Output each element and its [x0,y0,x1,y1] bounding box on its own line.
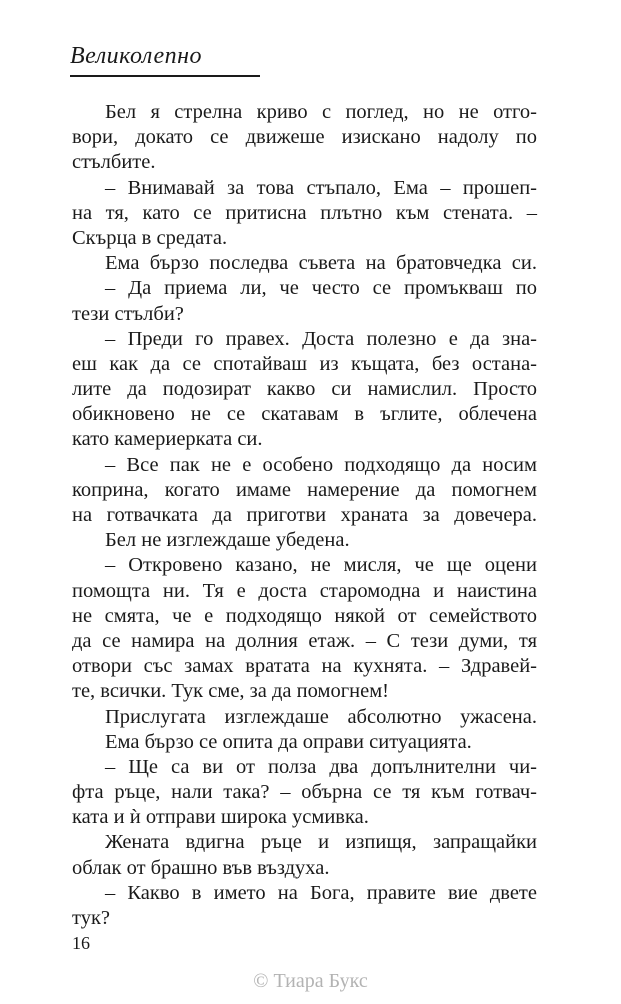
text-line: обикновено не се скатавам в ъглите, облечена [72,403,537,426]
text-line: – Все пак не е особено подходящо да носим [105,453,537,476]
text-line: фта ръце, нали така? – обърна се тя към готвач- [72,781,537,804]
text-line: като камериерката си. [72,428,263,451]
text-line: Прислугата изглеждаше абсолютно ужасена. [105,705,537,728]
text-line: – Ще са ви от полза два допълнителни чи- [105,755,537,778]
text-line: еш как да се спотайваш из къщата, без остана- [72,352,537,375]
text-line: на тя, като се притисна плътно към стената. – [72,201,537,224]
text-line: ката и ѝ отправи широка усмивка. [72,806,369,829]
running-head-rule [70,75,260,77]
running-head-title: Великолепно [70,43,203,69]
text-line: – Внимавай за това стъпало, Ема – прошеп- [105,176,537,199]
text-line: – Да приема ли, че често се промъкваш по [105,277,537,300]
text-line: Скърца в средата. [72,226,228,249]
text-line: Бел я стрелна криво с поглед, но не отго- [105,101,537,123]
publisher-watermark: © Тиара Букс [253,970,368,992]
text-line: вори, докато се движеше изискано надолу по [72,126,537,149]
text-line: Ема бързо последва съвета на братовчедка си. [105,252,537,275]
page-body-text [72,100,537,931]
text-line: тук? [72,907,110,929]
text-line: да се намира на долния етаж. – С тези думи, тя [72,629,537,652]
text-line: помощта ни. Тя е доста старомодна и наистина [72,579,537,602]
text-line: – Какво в името на Бога, правите вие двете [105,881,537,904]
text-line: те, всички. Тук сме, за да помогнем! [72,680,389,703]
text-line: Жената вдигна ръце и изпищя, запращайки [105,831,537,854]
text-line: коприна, когато имаме намерение да помогнем [72,478,537,501]
text-line: – Преди го правех. Доста полезно е да зна- [105,327,537,350]
text-line: лите да подозират какво си намислил. Просто [72,378,537,401]
text-line: стълбите. [72,151,156,174]
text-line: тези стълби? [72,302,184,325]
text-line: облак от брашно във въздуха. [72,856,330,879]
text-line: не смята, че е подходящо някой от семейството [72,604,537,627]
text-line: на готвачката да приготви храната за довечера. [72,504,537,526]
text-line: – Откровено казано, не мисля, че ще оцени [105,554,537,577]
text-line: отвори със замах вратата на кухнята. – Здравей- [72,655,537,678]
text-line: Бел не изглеждаше убедена. [105,529,350,552]
page-number: 16 [72,933,90,953]
text-line: Ема бързо се опита да оправи ситуацията. [105,730,472,753]
